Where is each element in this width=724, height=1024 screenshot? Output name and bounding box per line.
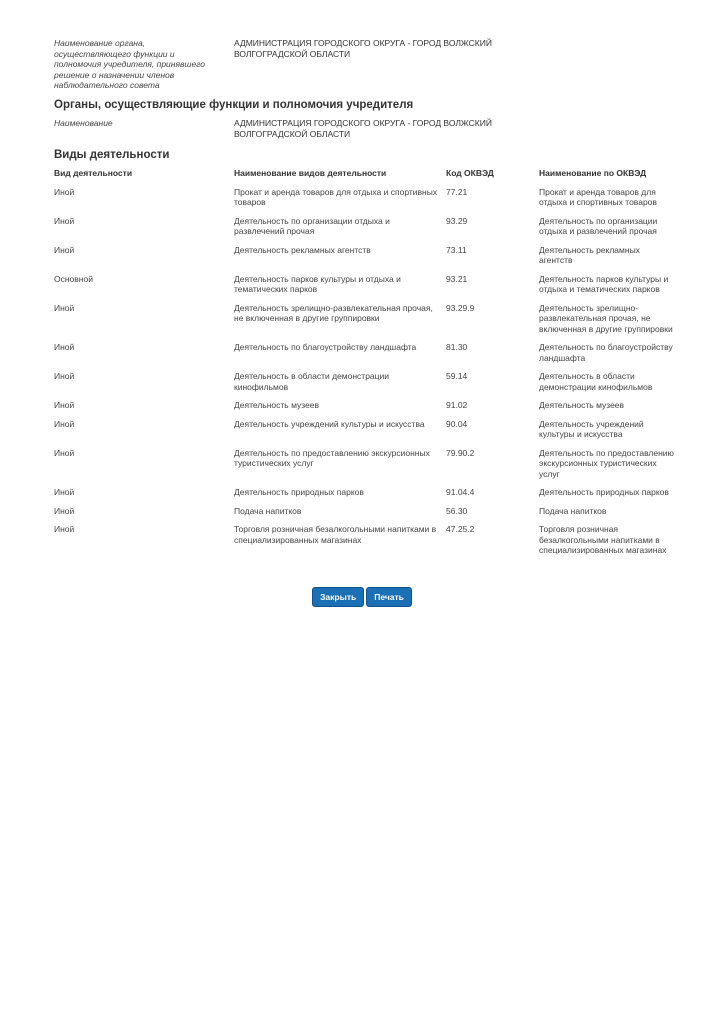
activity-name: Деятельность учреждений культуры и искусства xyxy=(234,418,425,429)
header-okved-name: Наименование по ОКВЭД xyxy=(539,168,647,178)
founder-body-value: АДМИНИСТРАЦИЯ ГОРОДСКОГО ОКРУГА - ГОРОД ВОЛЖСКИЙ ВОЛГОГРАДСКОЙ ОБЛАСТИ xyxy=(234,38,492,59)
table-row xyxy=(54,245,674,274)
action-buttons xyxy=(0,587,724,607)
founder-name-label: Наименование xyxy=(54,118,113,128)
table-row xyxy=(54,524,674,564)
okved-code: 59.14 xyxy=(446,371,468,381)
okved-code: 77.21 xyxy=(446,186,468,197)
activity-type: Иной xyxy=(54,302,75,313)
table-row xyxy=(54,419,674,448)
table-row xyxy=(54,342,674,371)
activity-name: Прокат и аренда товаров для отдыха и спортивных товаров xyxy=(234,186,438,207)
header-activity-type: Вид деятельности xyxy=(54,168,133,178)
okved-name: Деятельность по организации отдыха и развлечений прочая xyxy=(539,215,658,236)
table-row xyxy=(54,216,674,245)
okved-code: 79.90.2 xyxy=(446,447,475,458)
okved-name: Подача напитков xyxy=(539,505,607,516)
header-okved-code: Код ОКВЭД xyxy=(446,168,494,178)
okved-code: 91.02 xyxy=(446,400,468,410)
activity-name: Деятельность по организации отдыха и развлечений прочая xyxy=(234,215,390,236)
activity-type: Иной xyxy=(54,215,75,226)
activity-name: Деятельность парков культуры и отдыха и тематических парков xyxy=(234,273,401,294)
activity-name: Деятельность зрелищно-развлекательная прочая, не включенная в другие группировки xyxy=(234,302,433,323)
table-row xyxy=(54,400,674,419)
activity-type: Иной xyxy=(54,371,75,381)
header-activity-name: Наименование видов деятельности xyxy=(234,168,387,178)
activity-name: Деятельность природных парков xyxy=(234,487,364,497)
activity-type: Иной xyxy=(54,244,75,255)
okved-code: 93.29.9 xyxy=(446,302,475,313)
okved-code: 47.25.2 xyxy=(446,524,475,534)
okved-code: 91.04.4 xyxy=(446,487,475,497)
okved-name: Деятельность природных парков xyxy=(539,487,669,497)
activity-type: Иной xyxy=(54,418,75,429)
table-row xyxy=(54,506,674,525)
activity-type: Иной xyxy=(54,186,75,197)
okved-name: Деятельность по благоустройству ландшафта xyxy=(539,342,673,363)
activity-type: Иной xyxy=(54,447,75,458)
okved-name: Деятельность рекламных агентств xyxy=(539,244,640,265)
okved-code: 81.30 xyxy=(446,342,468,352)
table-row xyxy=(54,448,674,488)
activity-type: Иной xyxy=(54,342,75,352)
okved-code: 90.04 xyxy=(446,418,468,429)
okved-code: 93.29 xyxy=(446,215,468,226)
table-row xyxy=(54,187,674,216)
activity-type: Иной xyxy=(54,505,75,516)
founder-name-value: АДМИНИСТРАЦИЯ ГОРОДСКОГО ОКРУГА - ГОРОД ВОЛЖСКИЙ ВОЛГОГРАДСКОЙ ОБЛАСТИ xyxy=(234,118,492,139)
okved-name: Деятельность зрелищно-развлекательная прочая, не включенная в другие группировки xyxy=(539,302,673,334)
activity-name: Деятельность по благоустройству ландшафта xyxy=(234,342,417,352)
okved-name: Деятельность музеев xyxy=(539,400,625,410)
activity-name: Деятельность по предоставлению экскурсионных туристических услуг xyxy=(234,447,430,468)
activities-table xyxy=(54,168,674,564)
activity-name: Подача напитков xyxy=(234,505,302,516)
okved-name: Деятельность по предоставлению экскурсионных туристических услуг xyxy=(539,447,674,479)
okved-code: 73.11 xyxy=(446,244,467,255)
okved-name: Деятельность в области демонстрации кинофильмов xyxy=(539,371,653,392)
activity-type: Иной xyxy=(54,487,75,497)
table-row xyxy=(54,303,674,343)
founder-body-label: Наименование органа, осуществляющего функции и полномочия учредителя, принявшего решение о назначении членов наблюдательного совета xyxy=(54,38,206,90)
print-button[interactable]: Печать xyxy=(366,587,412,607)
okved-name: Деятельность учреждений культуры и искусства xyxy=(539,418,644,439)
founder-section-title: Органы, осуществляющие функции и полномочия учредителя xyxy=(54,99,414,111)
okved-code: 93.21 xyxy=(446,273,468,284)
okved-name: Прокат и аренда товаров для отдыха и спортивных товаров xyxy=(539,186,657,207)
table-row xyxy=(54,371,674,400)
activity-name: Торговля розничная безалкогольными напитками в специализированных магазинах xyxy=(234,524,437,545)
okved-name: Деятельность парков культуры и отдыха и тематических парков xyxy=(539,273,669,294)
activities-title: Виды деятельности xyxy=(54,149,170,161)
table-header-row xyxy=(54,168,674,187)
close-button[interactable]: Закрыть xyxy=(312,587,364,607)
table-row xyxy=(54,487,674,506)
activity-name: Деятельность рекламных агентств xyxy=(234,244,371,255)
activity-name: Деятельность в области демонстрации кинофильмов xyxy=(234,371,390,392)
activity-name: Деятельность музеев xyxy=(234,400,320,410)
table-row xyxy=(54,274,674,303)
activity-type: Иной xyxy=(54,524,75,534)
activity-type: Основной xyxy=(54,273,93,284)
activity-type: Иной xyxy=(54,400,75,410)
okved-code: 56.30 xyxy=(446,505,468,516)
okved-name: Торговля розничная безалкогольными напитками в специализированных магазинах xyxy=(539,524,667,555)
